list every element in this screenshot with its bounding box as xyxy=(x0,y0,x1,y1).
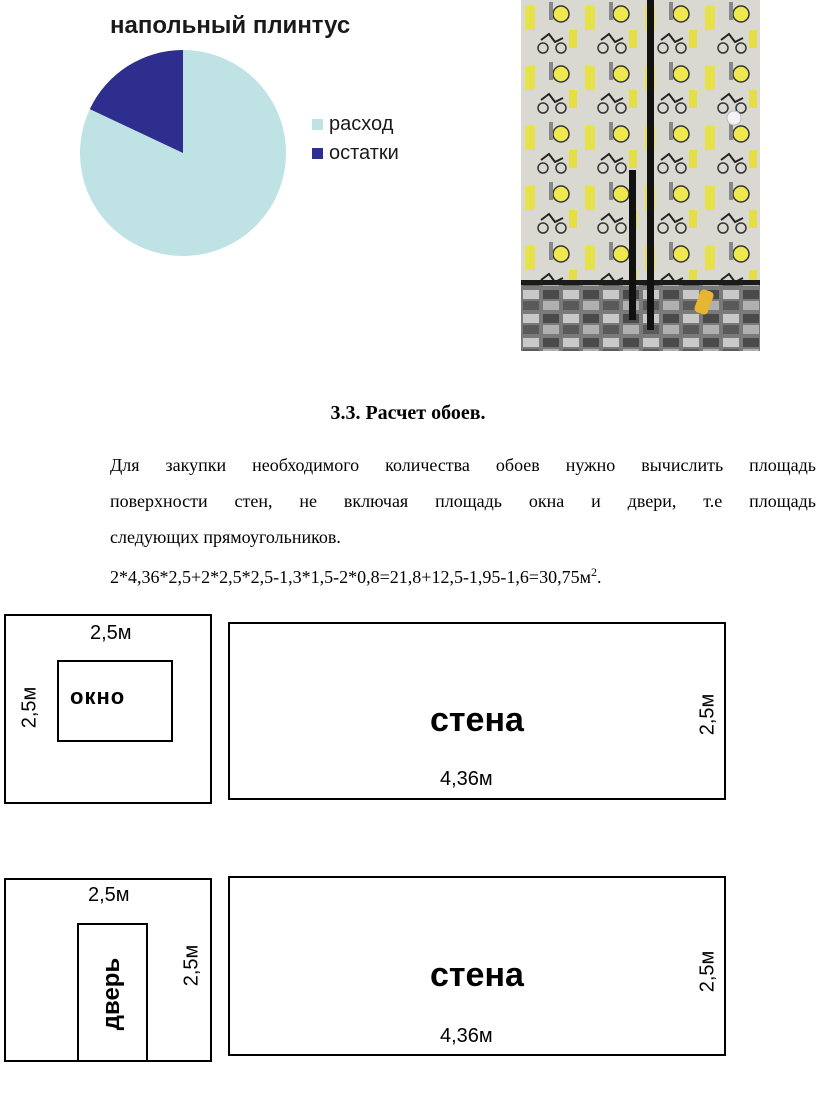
chart-legend xyxy=(312,113,399,165)
wall-2-side-dim: 2,5м xyxy=(696,950,719,993)
formula-text: 2*4,36*2,5+2*2,5*2,5-1,3*1,5-2*0,8=21,8+12,5-1,95-1,6=30,75м xyxy=(110,567,591,587)
door-label: дверь xyxy=(98,957,125,1031)
formula-superscript: 2 xyxy=(590,565,597,579)
window-wall-side-dim: 2,5м xyxy=(18,686,41,729)
door-wall-top-dim: 2,5м xyxy=(88,884,130,906)
section-heading: 3.3. Расчет обоев. xyxy=(330,402,486,424)
legend-swatch-leftovers xyxy=(312,148,323,159)
chart-title: напольный плинтус xyxy=(110,12,351,39)
door-wall-side-dim: 2,5м xyxy=(180,944,203,987)
window-label: окно xyxy=(70,684,126,709)
legend-label-consumption: расход xyxy=(329,113,394,135)
wallpaper-photo-icon xyxy=(521,0,760,351)
formula-end: . xyxy=(596,567,602,587)
wall-1-label: стена xyxy=(430,701,524,739)
formula xyxy=(110,565,601,588)
wall-2-label: стена xyxy=(430,956,524,994)
paragraph-line-1: Для закупки необходимого количества обоев нужно вычислить площадь xyxy=(110,455,816,475)
legend-swatch-consumption xyxy=(312,119,323,130)
legend-item-consumption xyxy=(312,113,399,136)
paragraph xyxy=(110,447,816,555)
paragraph-line-2: поверхности стен, не включая площадь окна и двери, т.е площадь xyxy=(110,491,816,511)
legend-label-leftovers: остатки xyxy=(329,142,399,164)
wall-1-bottom-dim: 4,36м xyxy=(440,768,493,790)
pie-chart xyxy=(70,45,300,265)
wall-2-bottom-dim: 4,36м xyxy=(440,1025,493,1047)
window-wall-top-dim: 2,5м xyxy=(90,622,132,644)
paragraph-line-3: следующих прямоугольников. xyxy=(110,527,341,547)
wall-1-side-dim: 2,5м xyxy=(696,693,719,736)
legend-item-leftovers xyxy=(312,142,399,165)
